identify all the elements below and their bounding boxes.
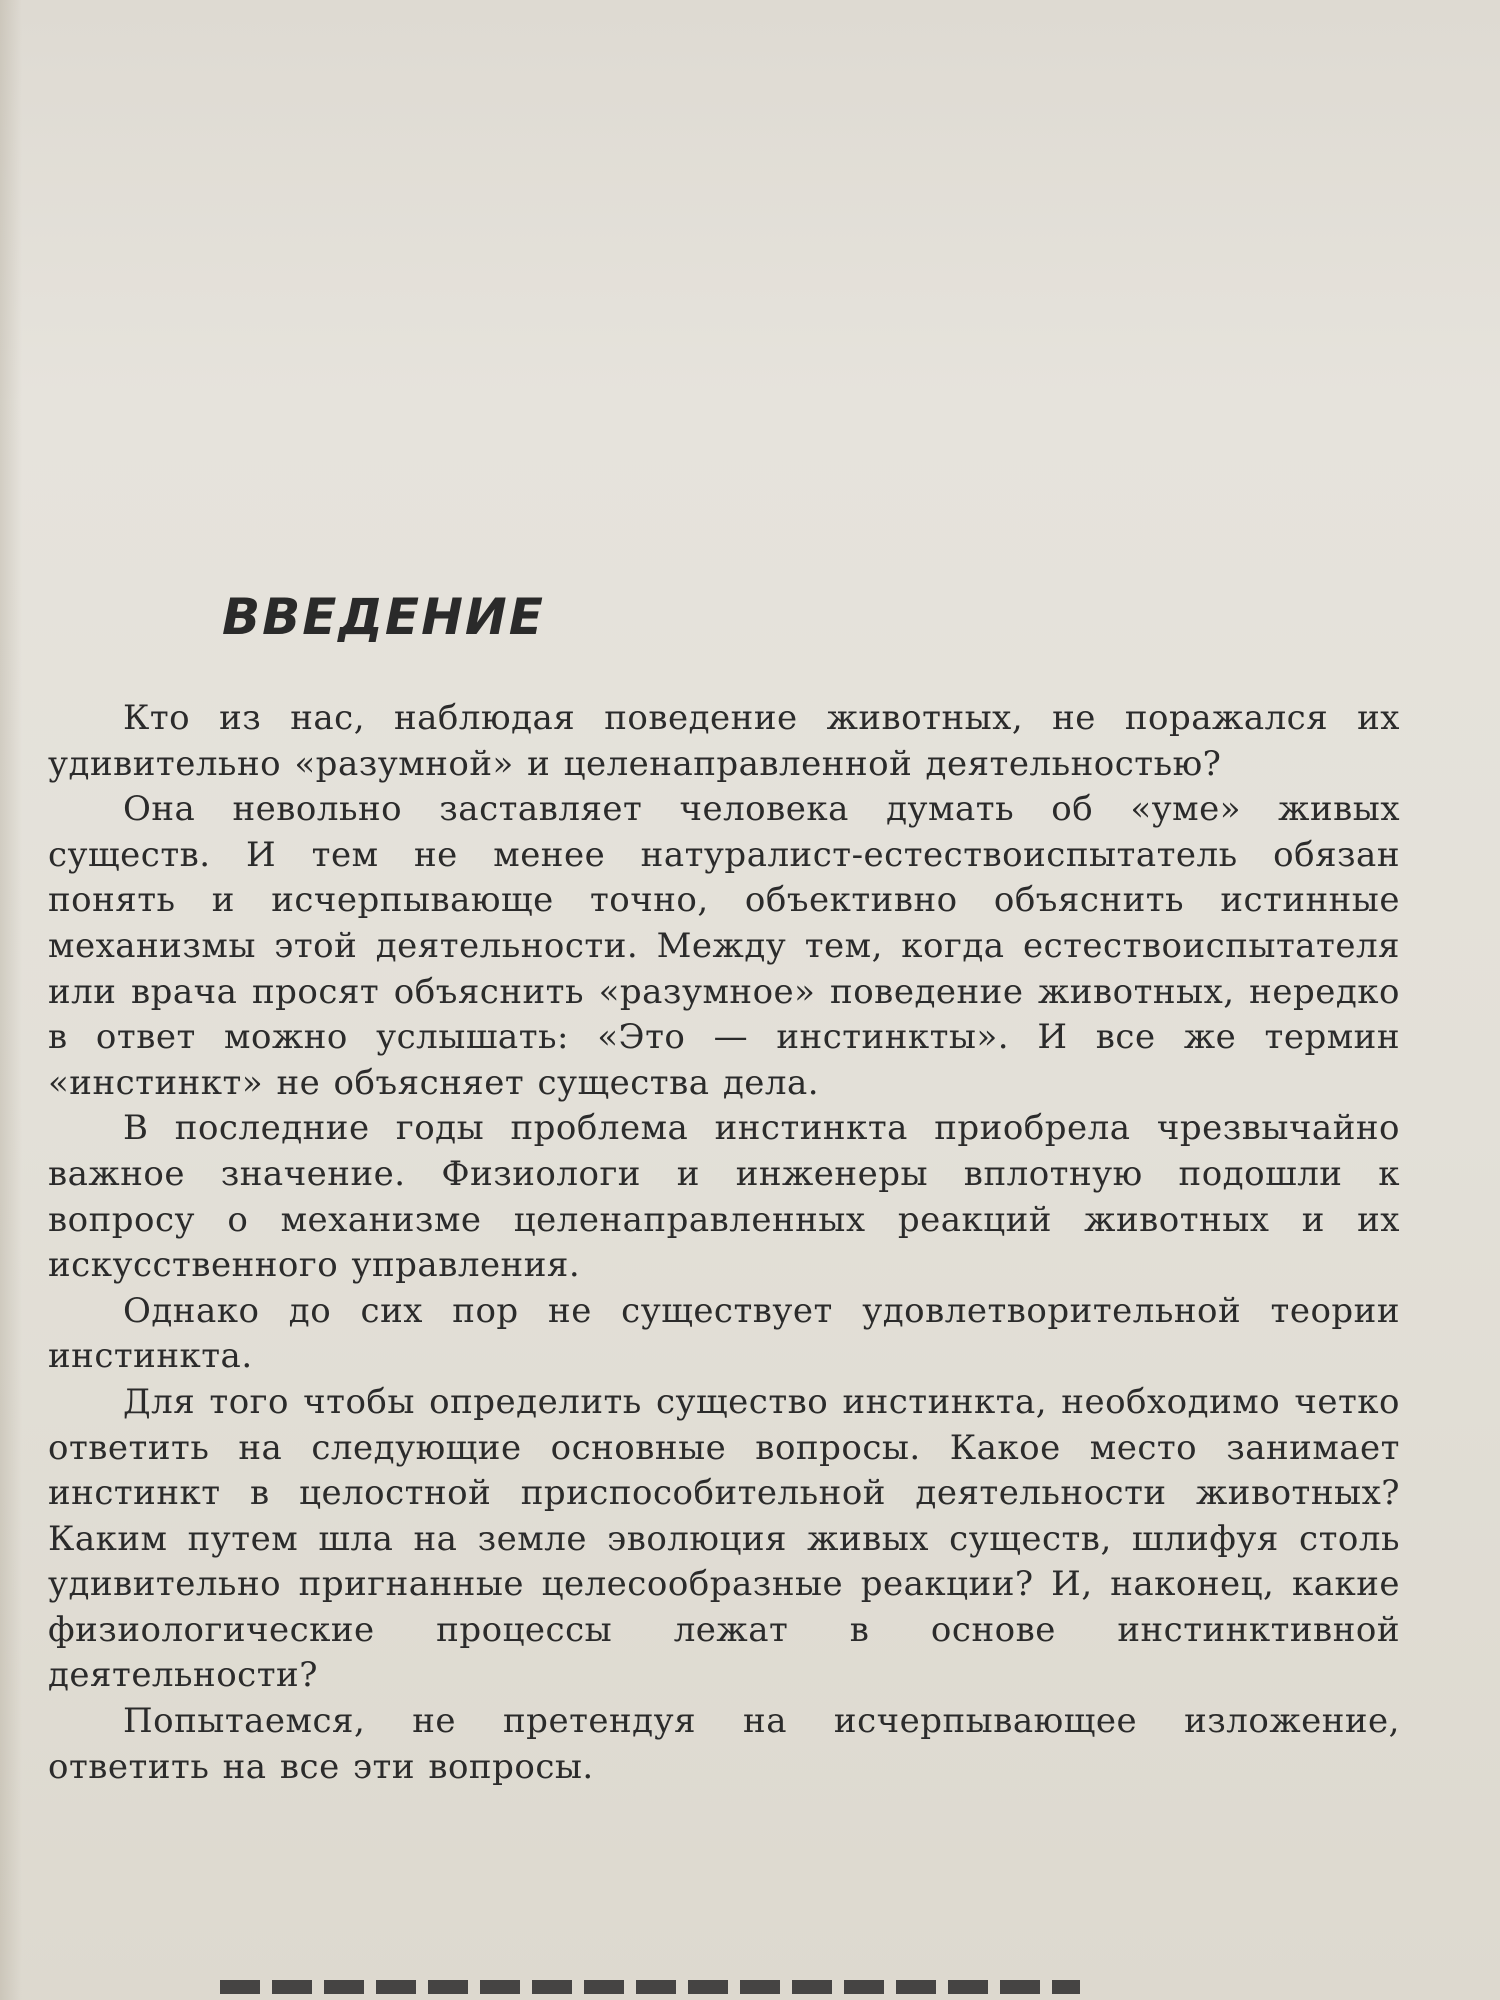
paragraph: Для того чтобы определить существо инстинкта, необходимо четко ответить на следующие основные вопросы. Какое место занимает инстинкт в целостной приспособительной деятельности животных? Каким путем шла на земле эволюция живых существ, шлифуя столь удивительно пригнанные целесообразные реакции? И, наконец, какие физиологические процессы лежат в основе инстинктивной деятельности? [48, 1381, 1400, 1696]
chapter-heading: ВВЕДЕНИЕ [222, 588, 545, 646]
paragraph: Однако до сих пор не существует удовлетворительной теории инстинкта. [48, 1290, 1400, 1377]
paragraph: Она невольно заставляет человека думать об «уме» живых существ. И тем не менее натуралист-естествоиспытатель обязан понять и исчерпывающе точно, объективно объяснить истинные механизмы этой деятельности. Между тем, когда естествоиспытателя или врача просят объяснить «разумное» поведение животных, нередко в ответ можно услышать: «Это — инстинкты». И все же термин «инстинкт» не объясняет существа дела. [48, 789, 1400, 1103]
paragraph: Кто из нас, наблюдая поведение животных, не поражался их удивительно «разумной» и целенаправленной деятельностью? [48, 698, 1400, 784]
body-text [48, 696, 1400, 1790]
cut-off-next-heading [220, 1976, 1080, 2000]
paragraph: Попытаемся, не претендуя на исчерпывающее изложение, ответить на все эти вопросы. [48, 1701, 1400, 1787]
page-edge-shadow [0, 0, 22, 2000]
paragraph: В последние годы проблема инстинкта приобрела чрезвычайно важное значение. Физиологи и инженеры вплотную подошли к вопросу о механизме целенаправленных реакций животных и их искусственного управления. [48, 1108, 1400, 1286]
